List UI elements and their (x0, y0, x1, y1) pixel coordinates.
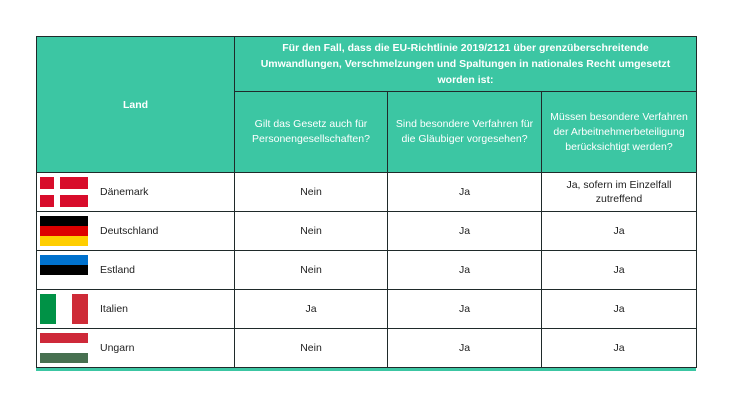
country-cell (37, 173, 235, 212)
cell-arbeitnehmerbeteiligung: Ja (542, 290, 697, 329)
country-cell (37, 251, 235, 290)
cell-arbeitnehmerbeteiligung: Ja, sofern im Einzelfall zutreffend (542, 173, 697, 212)
cell-personengesellschaften: Ja (235, 290, 388, 329)
cell-personengesellschaften: Nein (235, 173, 388, 212)
country-cell (37, 329, 235, 368)
comparison-table-container (36, 36, 696, 371)
germany-flag-icon (40, 216, 88, 246)
column-header-arbeitnehmerbeteiligung: Müssen besondere Verfahren der Arbeitnehmerbeteiligung berücksichtigt werden? (542, 92, 697, 173)
italy-flag-icon (40, 294, 88, 324)
column-header-glaeubiger: Sind besondere Verfahren für die Gläubiger vorgesehen? (388, 92, 542, 173)
country-cell (37, 290, 235, 329)
table-row (37, 212, 697, 251)
country-name: Ungarn (100, 342, 135, 354)
cell-glaeubiger: Ja (388, 212, 542, 251)
table-row (37, 290, 697, 329)
estonia-flag-icon (40, 255, 88, 285)
table-row (37, 251, 697, 290)
table-bottom-bar (36, 368, 696, 371)
country-name: Dänemark (100, 186, 149, 198)
denmark-flag-icon (40, 177, 88, 207)
table-row (37, 329, 697, 368)
cell-personengesellschaften: Nein (235, 212, 388, 251)
land-header: Land (37, 37, 235, 173)
cell-glaeubiger: Ja (388, 251, 542, 290)
cell-glaeubiger: Ja (388, 290, 542, 329)
cell-personengesellschaften: Nein (235, 329, 388, 368)
cell-personengesellschaften: Nein (235, 251, 388, 290)
cell-arbeitnehmerbeteiligung: Ja (542, 212, 697, 251)
cell-glaeubiger: Ja (388, 329, 542, 368)
country-name: Deutschland (100, 225, 159, 237)
cell-arbeitnehmerbeteiligung: Ja (542, 329, 697, 368)
cell-arbeitnehmerbeteiligung: Ja (542, 251, 697, 290)
cell-glaeubiger: Ja (388, 173, 542, 212)
country-name: Estland (100, 264, 136, 276)
country-name: Italien (100, 303, 129, 315)
hungary-flag-icon (40, 333, 88, 363)
comparison-table (36, 36, 697, 368)
table-row (37, 173, 697, 212)
directive-header: Für den Fall, dass die EU-Richtlinie 2019/2121 über grenzüberschreitende Umwandlungen, Verschmelzungen und Spaltungen in nationales Recht umgesetzt worden ist: (235, 37, 697, 92)
column-header-personengesellschaften: Gilt das Gesetz auch für Personengesellschaften? (235, 92, 388, 173)
country-cell (37, 212, 235, 251)
